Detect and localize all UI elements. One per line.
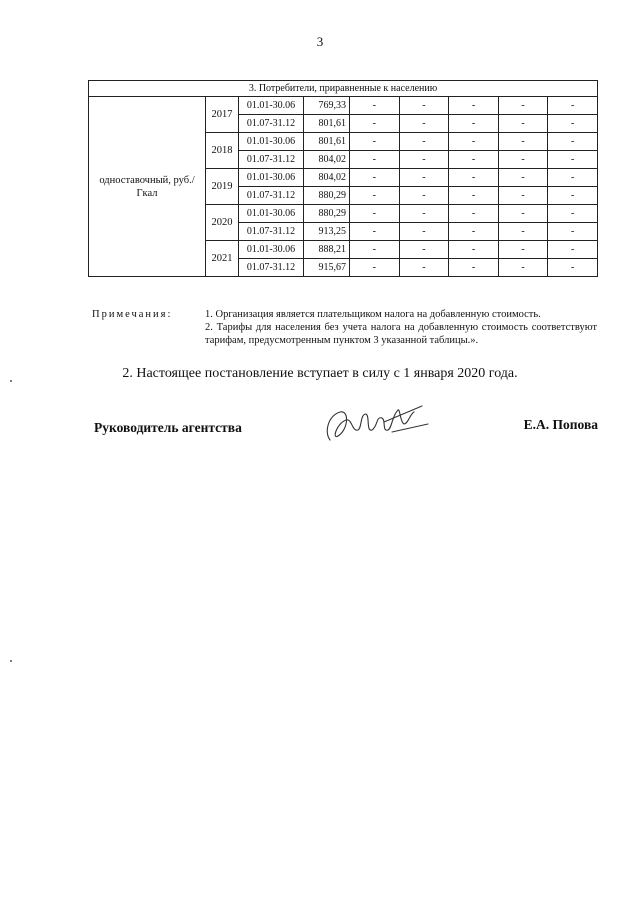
note-item: 2. Тарифы для населения без учета налога на добавленную стоимость соответствуют тарифам, предусмотренным пунктом 3 указанной таблицы.». [205,322,597,346]
period-cell: 01.07-31.12 [239,259,304,277]
notes-label: Примечания: [92,309,173,320]
empty-value-cell: - [350,187,400,205]
empty-value-cell: - [449,133,499,151]
empty-value-cell: - [548,259,598,277]
year-cell: 2019 [206,169,239,205]
scan-speck [10,380,12,382]
empty-value-cell: - [548,97,598,115]
empty-value-cell: - [399,223,449,241]
empty-value-cell: - [449,241,499,259]
empty-value-cell: - [548,205,598,223]
empty-value-cell: - [399,97,449,115]
empty-value-cell: - [449,259,499,277]
empty-value-cell: - [498,115,548,133]
section-header-row [89,81,598,97]
decree-text: 2. Настоящее постановление вступает в силу с 1 января 2020 года. [122,366,518,381]
empty-value-cell: - [399,133,449,151]
empty-value-cell: - [498,187,548,205]
empty-value-cell: - [399,169,449,187]
empty-value-cell: - [548,115,598,133]
empty-value-cell: - [498,205,548,223]
period-cell: 01.07-31.12 [239,151,304,169]
notes-body [205,308,597,347]
empty-value-cell: - [548,151,598,169]
empty-value-cell: - [350,241,400,259]
page-number: 3 [316,34,324,49]
empty-value-cell: - [399,241,449,259]
empty-value-cell: - [350,259,400,277]
empty-value-cell: - [350,151,400,169]
signature-name: Е.А. Попова [523,417,598,432]
tariff-value-cell: 913,25 [304,223,350,241]
year-cell: 2018 [206,133,239,169]
empty-value-cell: - [399,259,449,277]
period-cell: 01.01-30.06 [239,169,304,187]
empty-value-cell: - [548,133,598,151]
empty-value-cell: - [498,169,548,187]
empty-value-cell: - [449,97,499,115]
empty-value-cell: - [449,223,499,241]
period-cell: 01.07-31.12 [239,115,304,133]
signature-title: Руководитель агентства [94,420,242,435]
empty-value-cell: - [350,205,400,223]
empty-value-cell: - [498,259,548,277]
empty-value-cell: - [498,241,548,259]
tariff-value-cell: 769,33 [304,97,350,115]
empty-value-cell: - [350,133,400,151]
handwritten-signature [322,402,432,452]
table-row [89,97,598,115]
period-cell: 01.07-31.12 [239,223,304,241]
empty-value-cell: - [449,205,499,223]
empty-value-cell: - [548,223,598,241]
empty-value-cell: - [449,115,499,133]
empty-value-cell: - [350,97,400,115]
empty-value-cell: - [449,169,499,187]
empty-value-cell: - [399,205,449,223]
empty-value-cell: - [399,187,449,205]
tariff-value-cell: 888,21 [304,241,350,259]
row-label: одноставочный, руб./Гкал [89,97,206,277]
empty-value-cell: - [498,223,548,241]
tariff-value-cell: 880,29 [304,187,350,205]
year-cell: 2020 [206,205,239,241]
tariff-value-cell: 804,02 [304,169,350,187]
empty-value-cell: - [399,151,449,169]
tariff-value-cell: 915,67 [304,259,350,277]
period-cell: 01.01-30.06 [239,241,304,259]
empty-value-cell: - [449,187,499,205]
tariff-value-cell: 801,61 [304,115,350,133]
section-header: 3. Потребители, приравненные к населению [89,81,598,97]
empty-value-cell: - [548,187,598,205]
period-cell: 01.01-30.06 [239,133,304,151]
year-cell: 2017 [206,97,239,133]
empty-value-cell: - [350,115,400,133]
empty-value-cell: - [498,151,548,169]
empty-value-cell: - [449,151,499,169]
empty-value-cell: - [548,241,598,259]
empty-value-cell: - [498,97,548,115]
empty-value-cell: - [350,223,400,241]
scan-speck [10,660,12,662]
empty-value-cell: - [498,133,548,151]
empty-value-cell: - [399,115,449,133]
tariff-table [88,80,598,277]
signature-block [94,414,598,454]
period-cell: 01.01-30.06 [239,97,304,115]
period-cell: 01.01-30.06 [239,205,304,223]
empty-value-cell: - [548,169,598,187]
period-cell: 01.07-31.12 [239,187,304,205]
note-item: 1. Организация является плательщиком налога на добавленную стоимость. [205,309,541,320]
year-cell: 2021 [206,241,239,277]
tariff-value-cell: 804,02 [304,151,350,169]
tariff-value-cell: 880,29 [304,205,350,223]
tariff-value-cell: 801,61 [304,133,350,151]
empty-value-cell: - [350,169,400,187]
